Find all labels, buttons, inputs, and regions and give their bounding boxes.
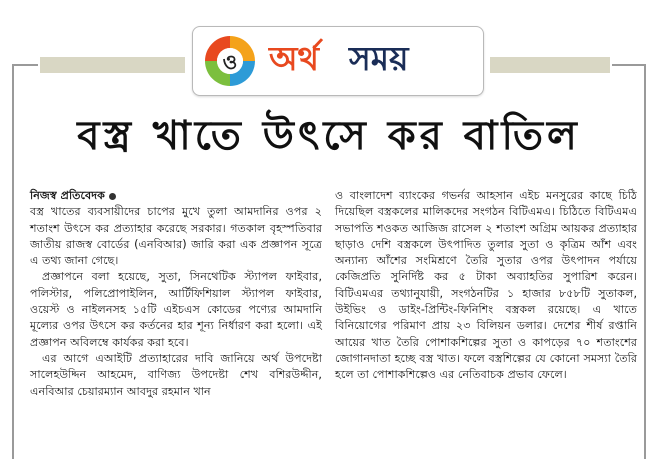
paragraph: এর আগে এআইটি প্রত্যাহারের দাবি জানিয়ে অর্থ উপদেষ্টা সালেহউদ্দিন আহমেদ, বাণিজ্য উপদেষ্টা শেখ বশিরউদ্দীন, এনবিআর চেয়ারম্যান আবদুর রহমান খান xyxy=(30,351,322,398)
colored-ring-logo-icon xyxy=(203,34,257,88)
article-column-right xyxy=(335,188,637,384)
byline: নিজস্ব প্রতিবেদক xyxy=(30,189,105,202)
frame-right-top xyxy=(612,64,646,66)
logo-glyph: ও xyxy=(222,50,238,74)
masthead-name-part2: সময় xyxy=(349,39,409,78)
masthead-name-part1: অর্থ xyxy=(269,39,319,78)
paragraph: ও বাংলাদেশ ব্যাংকের গভর্নর আহসান এইচ মনসুরের কাছে চিঠি দিয়েছিল বস্ত্রকলের মালিকদের সংগঠন বিটিএমএ। চিঠিতে বিটিএমএ সভাপতি শওকত আজিজ রাসেল ২ শতাংশ অগ্রিম আয়কর প্রত্যাহার ছাড়াও দেশি বস্ত্রকলে উৎপাদিত তুলার সুতা ও কৃত্রিম আঁশ এবং অন্যান্য আঁশের সংমিশ্রণে তৈরি সুতার ওপর উৎপাদন পর্যায়ে কেজিপ্রতি সুনির্দিষ্ট কর ৫ টাকা অব্যাহতির সুপারিশ করেন। বিটিএমএর তথ্যানুযায়ী, সংগঠনটির ১ হাজার ৮৫৮টি সুতাকল, উইভিং ও ডাইং-প্রিন্টিং-ফিনিশিং বস্ত্রকল রয়েছে। এ খাতে বিনিয়োগের পরিমাণ প্রায় ২৩ বিলিয়ন ডলার। দেশের শীর্ষ রপ্তানি আয়ের খাত তৈরি পোশাকশিল্পের সুতা ও কাপড়ের ৭০ শতাংশের জোগানদাতা হচ্ছে বস্ত্র খাত। ফলে বস্ত্রশিল্পের যে কোনো সমস্যা তৈরি হলে তা পোশাকশিল্পেও এর নেতিবাচক প্রভাব ফেলে। xyxy=(335,189,637,382)
paragraph: বস্ত্র খাতের ব্যবসায়ীদের চাপের মুখে তুলা আমদানির ওপর ২ শতাংশ উৎসে কর প্রত্যাহার করেছে সরকার। গতকাল বৃহস্পতিবার জাতীয় রাজস্ব বোর্ডের (এনবিআর) জারি করা এক প্রজ্ঞাপন সূত্রে এ তথ্য জানা গেছে। xyxy=(30,205,322,268)
masthead-rule-right xyxy=(490,57,610,73)
paragraph: প্রজ্ঞাপনে বলা হয়েছে, সুতা, সিনথেটিক স্ট্যাপল ফাইবার, পলিস্টার, পলিপ্রোপাইলিন, আর্টিফিশিয়াল স্ট্যাপল ফাইবার, ওয়েস্ট ও নাইলনসহ ১৫টি এইচএস কোডের পণ্যের আমদানি মূল্যের ওপর উৎসে কর কর্তনের হার শূন্য নির্ধারণ করা হলো। এই প্রজ্ঞাপন অবিলম্বে কার্যকর করা হবে। xyxy=(30,270,322,349)
article-headline: বস্ত্র খাতে উৎসে কর বাতিল xyxy=(77,113,581,159)
masthead-rule-left xyxy=(40,57,185,73)
byline-bullet-icon xyxy=(109,193,116,200)
byline-row xyxy=(30,188,322,204)
masthead xyxy=(192,26,484,96)
article-column-left xyxy=(30,188,322,400)
frame-left-vertical xyxy=(12,64,14,459)
frame-right-vertical xyxy=(644,64,646,459)
frame-left-top xyxy=(12,64,38,66)
